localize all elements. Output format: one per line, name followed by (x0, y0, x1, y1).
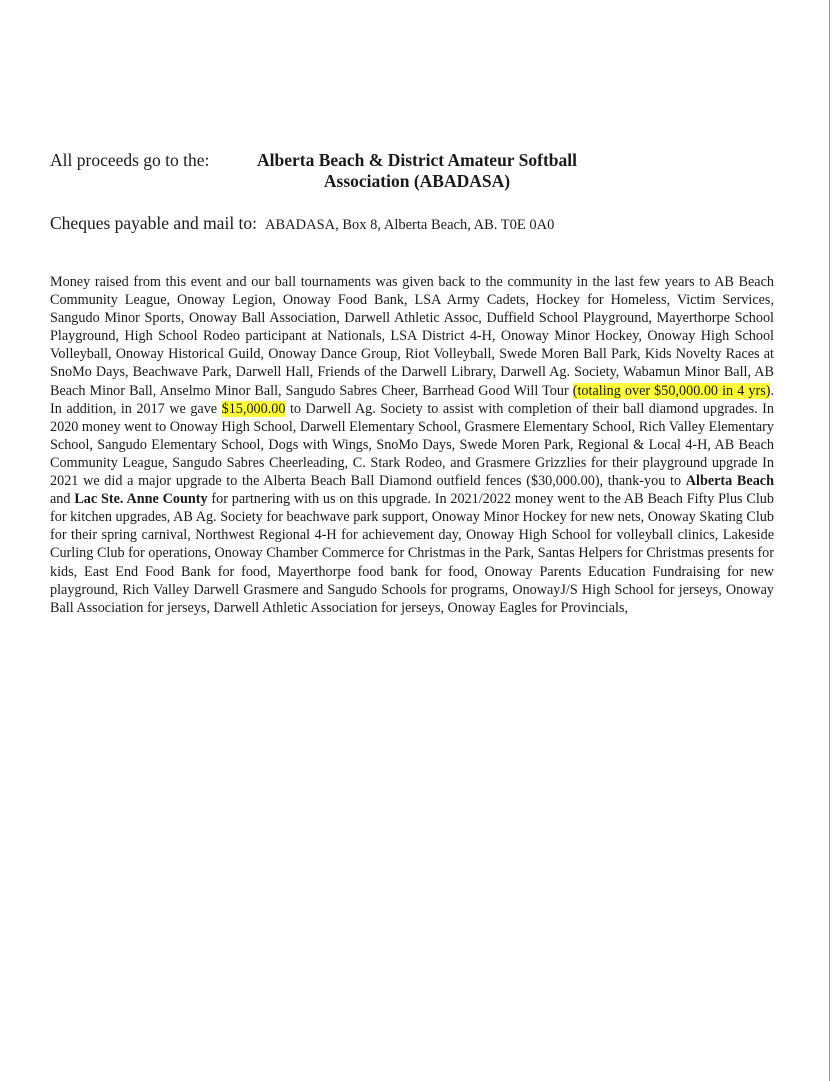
organization-name-line2: Association (ABADASA) (323, 171, 511, 191)
donations-paragraph (50, 273, 774, 617)
paragraph-text-3: to Darwell Ag. Society to assist with completion of their ball diamond upgrades. In 2020 money went to Onoway High School, Darwell Elementary School, Grasmere Elementary School, Rich Valley Elementary School, Sangudo Elementary School, Dogs with Wings, SnoMo Days, Swede Moren Park, Regional & Local 4-H, AB Beach Community League, Sangudo Sabres Cheerleading, C. Stark Rodeo, and Grasmere Grizzlies for their playground upgrade In 2021 we did a major upgrade to the Alberta Beach Ball Diamond outfield fences ($30,000.00), thank-you to (50, 400, 774, 490)
highlight-amount: $15,000.00 (221, 400, 286, 417)
cheques-section (50, 213, 554, 234)
paragraph-text-and: and (50, 491, 75, 508)
proceeds-label: All proceeds go to the: (50, 150, 210, 170)
organization-name-line1: Alberta Beach & District Amateur Softball (257, 150, 577, 170)
organization-name (247, 150, 587, 192)
paragraph-text-1: Money raised from this event and our ball tournaments was given back to the community in the last few years to AB Beach Community League, Onoway Legion, Onoway Food Bank, LSA Army Cadets, Hockey for Homeless, Victim Services, Sangudo Minor Sports, Onoway Ball Association, Darwell Athletic Assoc, Duffield School Playground, Mayerthorpe School Playground, High School Rodeo participant at Nationals, LSA District 4-H, Onoway Minor Hockey, Onoway High School Volleyball, Onoway Historical Guild, Onoway Dance Group, Riot Volleyball, Swede Moren Ball Park, Kids Novelty Races at SnoMo Days, Beachwave Park, Darwell Hall, Friends of the Darwell Library, Darwell Ag. Society, Wabamun Minor Ball, AB Beach Minor Ball, Anselmo Minor Ball, Sangudo Sabres Cheer, Barrhead Good Will Tour (50, 274, 774, 399)
bold-lac-ste-anne-county: Lac Ste. Anne County (74, 491, 208, 508)
mailing-address: ABADASA, Box 8, Alberta Beach, AB. T0E 0A0 (265, 217, 555, 233)
cheques-label: Cheques payable and mail to: (50, 213, 258, 233)
page-edge-line (829, 0, 830, 1081)
paragraph-text-2: . In addition, in 2017 we gave (50, 382, 774, 417)
bold-alberta-beach: Alberta Beach (685, 473, 774, 490)
paragraph-text-4: for partnering with us on this upgrade. In 2021/2022 money went to the AB Beach Fifty Plus Club for kitchen upgrades, AB Ag. Society for beachwave park support, Onoway Minor Hockey for new nets, Onoway Skating Club for their spring carnival, Northwest Regional 4-H for achievement day, Onoway High School for volleyball clinics, Lakeside Curling Club for operations, Onoway Chamber Commerce for Christmas in the Park, Santas Helpers for Christmas presents for kids, East End Food Bank for food, Mayerthorpe food bank for food, Onoway Parents Education Fundraising for new playground, Rich Valley Darwell Grasmere and Sangudo Schools for programs, OnowayJ/S High School for jerseys, Onoway Ball Association for jerseys, Darwell Athletic Association for jerseys, Onoway Eagles for Provincials, (50, 491, 774, 616)
highlight-total: (totaling over $50,000.00 in 4 yrs) (572, 382, 771, 399)
